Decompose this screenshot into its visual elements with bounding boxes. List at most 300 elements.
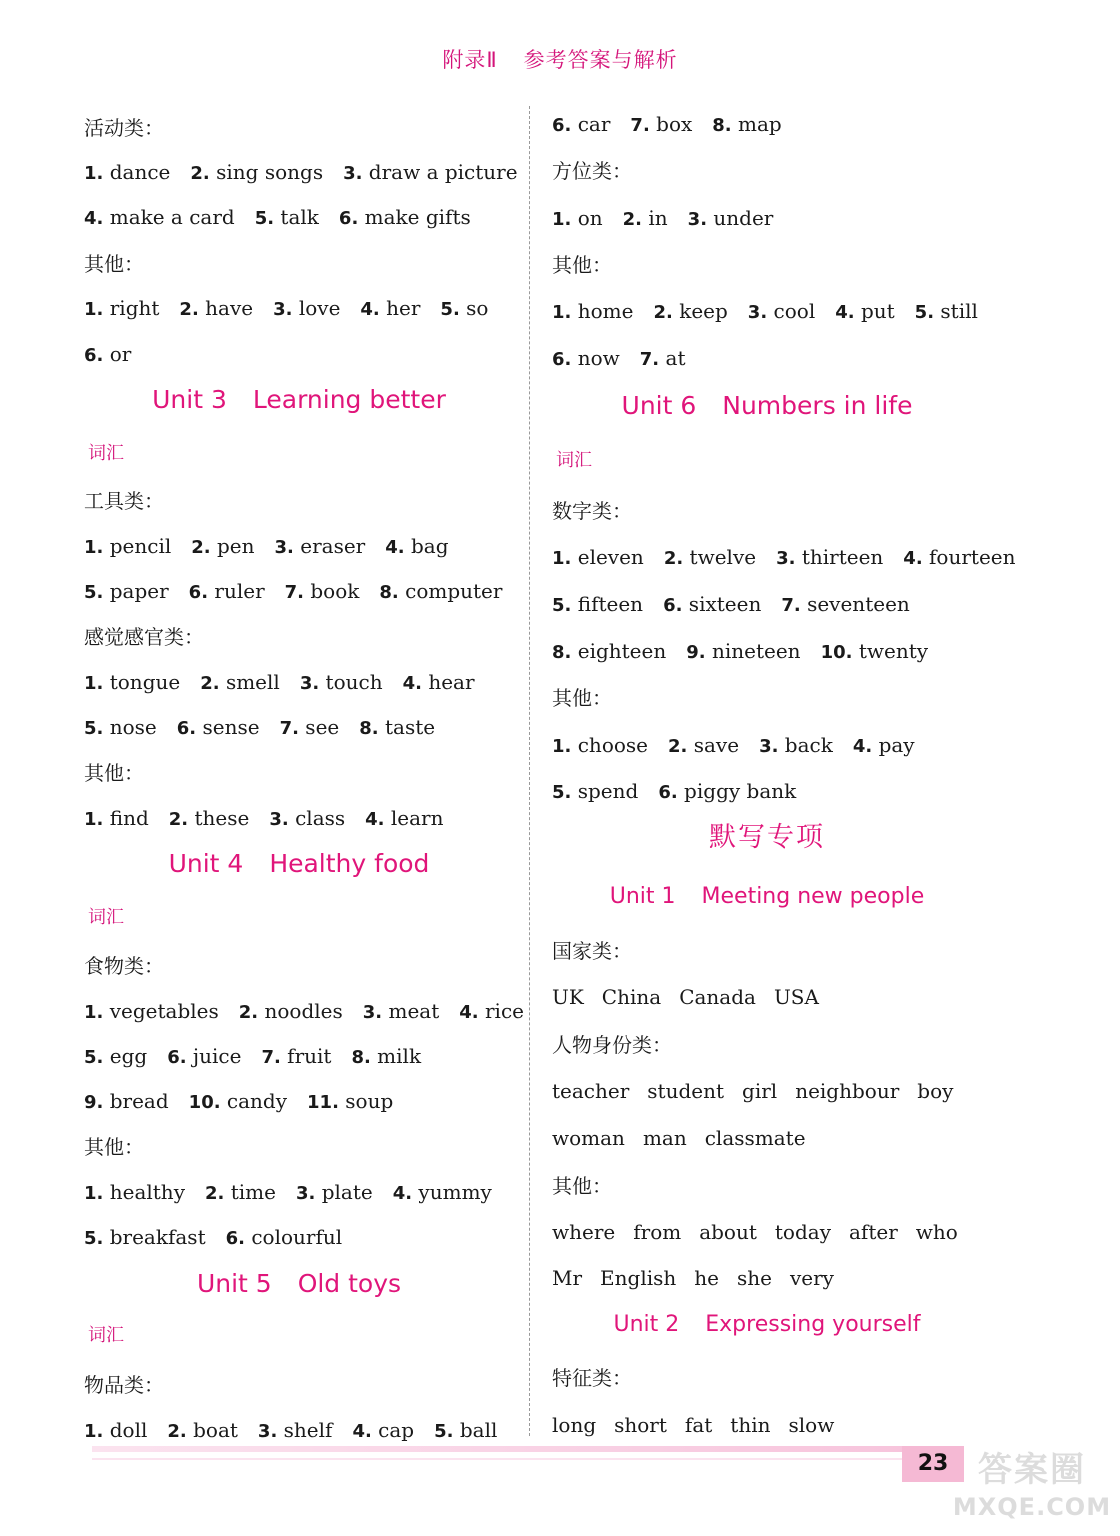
answer-item (84, 203, 235, 233)
answer-row (552, 204, 793, 234)
answer-number: 7. (630, 115, 650, 136)
dictation-word: fat (684, 1413, 713, 1437)
answer-row (84, 1416, 517, 1446)
answer-item (915, 297, 978, 327)
vocabulary-label: 词汇 (88, 1325, 124, 1346)
answer-number: 5. (552, 782, 572, 803)
unit-title: Healthy food (269, 849, 430, 878)
answer-number: 3. (759, 736, 779, 757)
answer-row (552, 110, 802, 140)
category-label: 其他： (84, 1135, 144, 1159)
answer-word: taste (378, 715, 436, 739)
answer-item (688, 204, 774, 234)
answer-word: candy (220, 1089, 288, 1113)
answer-item (351, 1042, 421, 1072)
answer-number: 6. (552, 349, 572, 370)
dictation-word: who (915, 1220, 958, 1244)
answer-number: 5. (254, 208, 275, 229)
unit-title: Old toys (297, 1269, 402, 1298)
answer-item (239, 997, 343, 1027)
answer-row (552, 297, 998, 327)
answer-word: plate (315, 1180, 373, 1204)
answer-number: 1. (84, 809, 104, 830)
answer-item (167, 1416, 238, 1446)
answer-row (84, 1223, 362, 1253)
answer-item (653, 297, 727, 327)
answer-number: 1. (84, 163, 104, 184)
answer-number: 8. (359, 718, 379, 739)
answer-row (552, 731, 935, 761)
answer-word: back (778, 733, 833, 757)
answer-number: 2. (668, 736, 688, 757)
answer-number: 1. (84, 1421, 104, 1442)
category-label: 食物类： (84, 954, 164, 978)
answer-number: 6. (552, 115, 572, 136)
answer-word: twelve (683, 545, 757, 569)
dictation-word: very (789, 1266, 834, 1290)
answer-number: 2. (168, 809, 189, 830)
answer-item (84, 997, 219, 1027)
answer-word: spend (571, 779, 639, 803)
answer-row (552, 777, 816, 807)
answer-item (552, 777, 638, 807)
answer-word: draw a picture (362, 160, 518, 184)
answer-word: smell (219, 670, 280, 694)
category-label: 物品类： (84, 1373, 164, 1397)
answer-number: 3. (274, 537, 294, 558)
answer-number: 11. (307, 1092, 339, 1113)
answer-number: 2. (190, 163, 210, 184)
answer-word: ball (453, 1418, 498, 1442)
dictation-word: teacher (552, 1079, 630, 1103)
answer-number: 1. (84, 299, 104, 320)
answer-item (84, 340, 131, 370)
category-label: 其他： (552, 686, 612, 710)
unit-title: Learning better (252, 385, 446, 414)
answer-word: pencil (103, 534, 172, 558)
answer-number: 3. (273, 299, 293, 320)
answer-number: 3. (776, 548, 796, 569)
answer-word: egg (103, 1044, 148, 1068)
dictation-word: China (601, 985, 662, 1009)
answer-word: doll (103, 1418, 148, 1442)
answer-row (552, 543, 1036, 573)
answer-number: 2. (653, 302, 673, 323)
word-row (552, 983, 837, 1011)
answer-word: cool (767, 299, 816, 323)
answer-number: 3. (269, 809, 289, 830)
answer-item (552, 731, 648, 761)
answer-number: 2. (191, 537, 211, 558)
answer-word: see (298, 715, 340, 739)
answer-word: these (188, 806, 250, 830)
answer-number: 3. (295, 1183, 316, 1204)
dictation-word: slow (788, 1413, 835, 1437)
answer-number: 4. (459, 1002, 479, 1023)
dictation-word: neighbour (795, 1079, 900, 1103)
dictation-word: about (699, 1220, 757, 1244)
answer-number: 7. (639, 349, 660, 370)
answer-number: 7. (284, 582, 305, 603)
page-header (0, 44, 1120, 74)
header-title: 参考答案与解析 (523, 48, 678, 72)
dictation-word: after (849, 1220, 898, 1244)
answer-number: 8. (379, 582, 399, 603)
answer-number: 3. (362, 1002, 383, 1023)
answer-word: computer (398, 579, 503, 603)
answer-item (84, 294, 159, 324)
answer-number: 1. (552, 548, 572, 569)
answer-number: 6. (663, 595, 683, 616)
answer-number: 2. (238, 1002, 259, 1023)
dictation-word: she (737, 1266, 772, 1290)
answer-word: pen (210, 534, 255, 558)
answer-number: 1. (84, 1002, 104, 1023)
answer-item (261, 1042, 331, 1072)
answer-word: book (304, 579, 360, 603)
dictation-title: 默写专项 (709, 822, 825, 853)
answer-item (307, 1087, 393, 1117)
answer-word: in (642, 206, 668, 230)
answer-word: love (292, 296, 341, 320)
answer-word: put (854, 299, 895, 323)
answer-item (686, 637, 800, 667)
answer-word: thirteen (795, 545, 884, 569)
answer-word: on (571, 206, 603, 230)
answer-number: 6. (658, 782, 678, 803)
unit-number: Unit 5 (196, 1269, 272, 1298)
answer-row (84, 1042, 441, 1072)
vocabulary-label: 词汇 (556, 450, 592, 471)
dictation-word: man (642, 1126, 687, 1150)
answer-number: 5. (84, 718, 104, 739)
answer-item (360, 294, 420, 324)
answer-number: 7. (781, 595, 801, 616)
answer-word: nineteen (705, 639, 801, 663)
answer-word: under (707, 206, 774, 230)
answer-word: time (224, 1180, 276, 1204)
answer-number: 8. (351, 1047, 371, 1068)
answer-item (189, 1087, 287, 1117)
answer-word: breakfast (103, 1225, 206, 1249)
answer-word: meat (382, 999, 440, 1023)
category-label: 其他： (84, 252, 144, 276)
answer-word: home (571, 299, 634, 323)
unit-heading (552, 392, 982, 420)
answer-word: eighteen (571, 639, 667, 663)
answer-item (84, 158, 170, 188)
answer-word: colourful (244, 1225, 343, 1249)
unit-number: Unit 3 (152, 385, 227, 414)
answer-word: twenty (852, 639, 929, 663)
answer-item (352, 1416, 414, 1446)
answer-word: make gifts (358, 205, 471, 229)
answer-row (552, 344, 705, 374)
vocabulary-label: 词汇 (88, 907, 124, 928)
unit-number: Unit 4 (168, 849, 244, 878)
answer-item (759, 731, 833, 761)
answer-word: fruit (280, 1044, 332, 1068)
answer-item (169, 804, 250, 834)
answer-word: eraser (293, 534, 366, 558)
unit-number: Unit 6 (621, 391, 697, 420)
answer-item (205, 1178, 276, 1208)
answer-item (459, 997, 524, 1027)
answer-item (84, 1223, 206, 1253)
answer-word: car (571, 112, 611, 136)
answer-number: 4. (365, 809, 385, 830)
answer-word: find (103, 806, 149, 830)
answer-word: her (379, 296, 421, 320)
answer-word: pay (872, 733, 915, 757)
answer-word: yummy (412, 1180, 492, 1204)
answer-word: or (103, 342, 132, 366)
answer-item (84, 1087, 169, 1117)
answer-number: 3. (299, 673, 320, 694)
answer-number: 3. (687, 209, 708, 230)
answer-row (84, 804, 463, 834)
answer-word: shelf (277, 1418, 333, 1442)
answer-item (403, 668, 475, 698)
answer-number: 4. (360, 299, 380, 320)
answer-word: have (198, 296, 254, 320)
answer-word: sixteen (682, 592, 762, 616)
answer-row (84, 294, 508, 324)
dictation-word: where (552, 1220, 616, 1244)
answer-word: box (649, 112, 693, 136)
answer-number: 1. (84, 537, 104, 558)
answer-item (189, 577, 265, 607)
dictation-word: Canada (679, 985, 756, 1009)
answer-row (84, 1178, 512, 1208)
answer-number: 4. (835, 302, 855, 323)
answer-number: 9. (84, 1092, 104, 1113)
answer-item (84, 577, 169, 607)
answer-word: bag (404, 534, 449, 558)
watermark-text: 答案圈 (978, 1450, 1086, 1490)
answer-row (84, 532, 469, 562)
unit-heading (84, 850, 514, 878)
watermark-url: MXQE.COM (952, 1493, 1112, 1521)
answer-item (296, 1178, 373, 1208)
answer-item (363, 997, 440, 1027)
answer-word: seventeen (800, 592, 910, 616)
answer-word: hear (421, 670, 475, 694)
answer-number: 6. (188, 582, 209, 603)
answer-number: 5. (552, 595, 572, 616)
word-row (552, 1218, 976, 1246)
answer-word: map (731, 112, 782, 136)
unit-heading (552, 1311, 982, 1339)
answer-item (339, 203, 471, 233)
category-label: 其他： (84, 761, 144, 785)
answer-item (552, 297, 633, 327)
answer-item (821, 637, 928, 667)
answer-item (200, 668, 280, 698)
answer-item (226, 1223, 343, 1253)
answer-item (658, 777, 796, 807)
answer-word: still (934, 299, 978, 323)
category-label: 人物身份类： (552, 1033, 672, 1057)
answer-item (84, 713, 157, 743)
answer-word: keep (672, 299, 728, 323)
answer-number: 7. (279, 718, 299, 739)
footer-line (92, 1458, 912, 1460)
dictation-word: girl (742, 1079, 778, 1103)
answer-word: rice (478, 999, 524, 1023)
dictation-word: he (694, 1266, 719, 1290)
answer-number: 2. (622, 209, 643, 230)
answer-row (84, 203, 491, 233)
answer-number: 6. (84, 345, 104, 366)
answer-word: sing songs (209, 160, 324, 184)
answer-number: 6. (176, 718, 197, 739)
answer-row (84, 340, 151, 370)
answer-item (273, 294, 340, 324)
answer-word: learn (384, 806, 444, 830)
answer-word: noodles (258, 999, 343, 1023)
answer-item (167, 1042, 241, 1072)
answer-number: 6. (225, 1228, 245, 1249)
dictation-word: classmate (704, 1126, 806, 1150)
answer-word: paper (103, 579, 169, 603)
footer-bar (92, 1446, 912, 1452)
answer-item (255, 203, 319, 233)
answer-number: 8. (712, 115, 732, 136)
answer-word: juice (186, 1044, 242, 1068)
answer-word: talk (274, 205, 319, 229)
unit-number: Unit 1 (609, 884, 676, 909)
answer-row (84, 577, 522, 607)
answer-number: 1. (84, 1183, 104, 1204)
answer-number: 8. (552, 642, 572, 663)
unit-heading (84, 1270, 514, 1298)
answer-word: save (687, 733, 740, 757)
answer-item (623, 204, 668, 234)
answer-row (552, 637, 948, 667)
dictation-word: from (633, 1220, 682, 1244)
answer-item (177, 713, 260, 743)
answer-number: 2. (663, 548, 684, 569)
answer-number: 9. (686, 642, 706, 663)
answer-word: choose (571, 733, 648, 757)
answer-item (630, 110, 692, 140)
answer-number: 5. (440, 299, 460, 320)
appendix-label: 附录Ⅱ (442, 48, 498, 72)
category-label: 工具类： (84, 489, 164, 513)
answer-item (343, 158, 518, 188)
answer-word: piggy bank (677, 779, 797, 803)
answer-item (84, 1042, 147, 1072)
dictation-word: short (614, 1413, 667, 1437)
answer-item (269, 804, 345, 834)
answer-number: 4. (852, 736, 873, 757)
answer-item (393, 1178, 492, 1208)
answer-item (552, 204, 603, 234)
answer-word: at (659, 346, 686, 370)
dictation-word: long (552, 1413, 597, 1437)
answer-item (664, 543, 756, 573)
answer-item (84, 532, 171, 562)
answer-number: 4. (352, 1421, 372, 1442)
answer-word: touch (319, 670, 383, 694)
answer-item (379, 577, 502, 607)
answer-number: 10. (820, 642, 853, 663)
answer-word: make a card (103, 205, 235, 229)
answer-number: 2. (167, 1421, 187, 1442)
answer-word: vegetables (103, 999, 219, 1023)
answer-word: cap (371, 1418, 415, 1442)
answer-number: 4. (385, 537, 405, 558)
answer-word: sense (196, 715, 260, 739)
category-label: 其他： (552, 253, 612, 277)
answer-item (668, 731, 739, 761)
answer-word: now (571, 346, 620, 370)
answer-item (84, 1178, 185, 1208)
answer-item (663, 590, 761, 620)
answer-row (84, 997, 544, 1027)
dictation-word: woman (552, 1126, 625, 1150)
answer-row (552, 590, 930, 620)
answer-number: 3. (343, 163, 363, 184)
answer-word: dance (103, 160, 171, 184)
word-row (552, 1264, 852, 1292)
answer-number: 1. (552, 302, 572, 323)
answer-word: fifteen (571, 592, 644, 616)
answer-item (285, 577, 360, 607)
word-row (552, 1077, 971, 1105)
answer-word: ruler (208, 579, 265, 603)
answer-number: 3. (747, 302, 768, 323)
answer-number: 3. (257, 1421, 278, 1442)
answer-number: 2. (205, 1183, 225, 1204)
dictation-word: today (774, 1220, 831, 1244)
category-label: 活动类： (84, 116, 164, 140)
answer-item (903, 543, 1015, 573)
answer-item (191, 532, 254, 562)
answer-number: 2. (179, 299, 199, 320)
answer-item (359, 713, 435, 743)
answer-word: soup (338, 1089, 394, 1113)
answer-item (190, 158, 323, 188)
unit-title: Numbers in life (722, 391, 913, 420)
answer-item (440, 294, 488, 324)
answer-item (748, 297, 815, 327)
answer-number: 4. (402, 673, 422, 694)
answer-number: 5. (84, 1228, 104, 1249)
answer-item (300, 668, 383, 698)
answer-number: 10. (188, 1092, 221, 1113)
answer-item (712, 110, 781, 140)
answer-word: eleven (571, 545, 644, 569)
answer-number: 2. (200, 673, 220, 694)
answer-number: 1. (84, 673, 104, 694)
answer-word: right (103, 296, 160, 320)
answer-item (84, 668, 180, 698)
answer-word: so (459, 296, 489, 320)
vocabulary-label: 词汇 (88, 443, 124, 464)
dictation-word: USA (773, 985, 819, 1009)
answer-item (258, 1416, 333, 1446)
answer-number: 6. (167, 1047, 187, 1068)
answer-item (781, 590, 909, 620)
answer-word: class (288, 806, 346, 830)
answer-word: milk (370, 1044, 422, 1068)
word-row (552, 1124, 824, 1152)
answer-item (84, 804, 149, 834)
dictation-word: boy (917, 1079, 954, 1103)
answer-item (275, 532, 366, 562)
